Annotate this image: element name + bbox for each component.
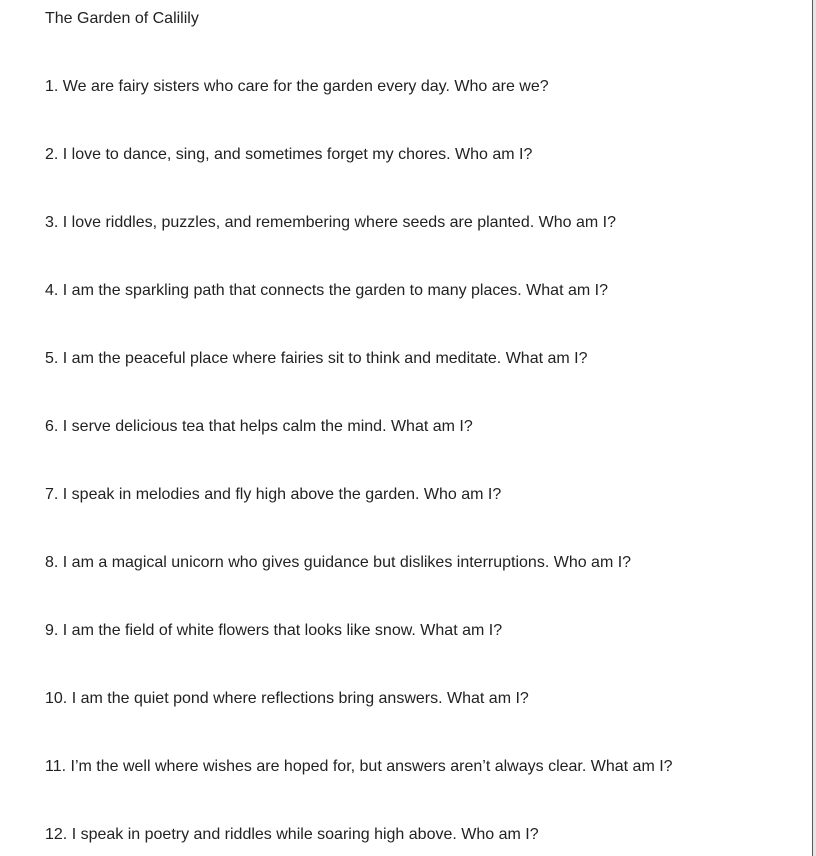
riddle-1: 1. We are fairy sisters who care for the garden every day. Who are we? [45,78,549,95]
riddle-2: 2. I love to dance, sing, and sometimes forget my chores. Who am I? [45,146,533,163]
document-title: The Garden of Calilily [45,10,199,27]
riddle-12: 12. I speak in poetry and riddles while soaring high above. Who am I? [45,826,539,843]
riddle-5: 5. I am the peaceful place where fairies sit to think and meditate. What am I? [45,350,588,367]
riddle-3: 3. I love riddles, puzzles, and remembering where seeds are planted. Who am I? [45,214,616,231]
riddle-10: 10. I am the quiet pond where reflections bring answers. What am I? [45,690,529,707]
riddle-6: 6. I serve delicious tea that helps calm the mind. What am I? [45,418,473,435]
riddle-7: 7. I speak in melodies and fly high above the garden. Who am I? [45,486,502,503]
riddle-4: 4. I am the sparkling path that connects the garden to many places. What am I? [45,282,608,299]
riddle-11: 11. I’m the well where wishes are hoped for, but answers aren’t always clear. What am I? [45,758,673,775]
riddle-8: 8. I am a magical unicorn who gives guidance but dislikes interruptions. Who am I? [45,554,632,571]
riddle-9: 9. I am the field of white flowers that looks like snow. What am I? [45,622,503,639]
